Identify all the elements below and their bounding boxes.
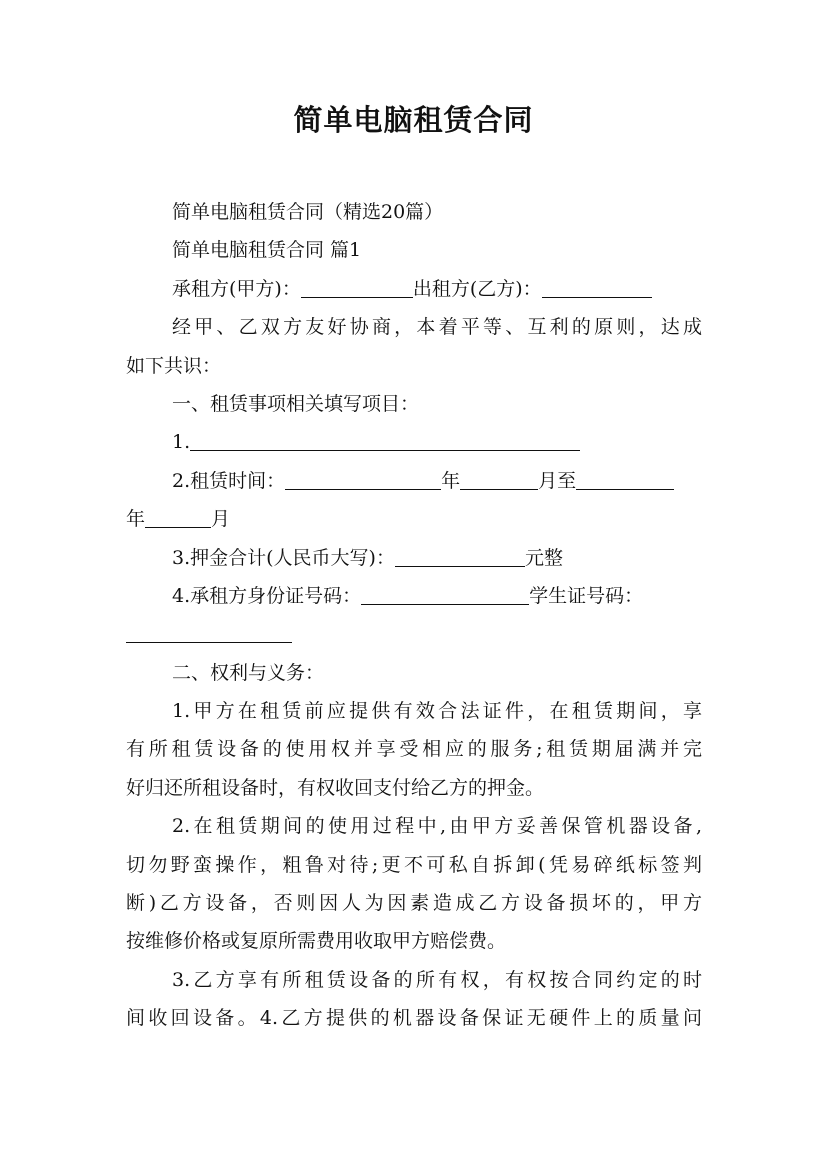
p1-line-2: 有所租赁设备的使用权并享受相应的服务;租赁期届满并完 xyxy=(126,738,702,761)
deposit-label: 3.押金合计(人民币大写)： xyxy=(172,546,395,569)
id-number-label: 4.承租方身份证号码： xyxy=(172,584,362,607)
field-1-blank[interactable] xyxy=(190,426,580,451)
field-3-line xyxy=(126,539,702,577)
student-id-label: 学生证号码： xyxy=(529,584,644,607)
deposit-suffix: 元整 xyxy=(524,546,563,569)
student-id-blank[interactable] xyxy=(126,618,292,643)
section-heading: 简单电脑租赁合同 篇1 xyxy=(172,239,362,262)
field-4-line-cont xyxy=(126,615,702,653)
rental-end-month-blank[interactable] xyxy=(145,503,211,528)
month-to-label: 月至 xyxy=(538,469,577,492)
field-1-line xyxy=(126,423,702,461)
lessee-label: 承租方(甲方)： xyxy=(172,277,301,300)
item-heading-1: 一、租赁事项相关填写项目： xyxy=(172,392,420,415)
field-2-line xyxy=(126,462,702,500)
p2-line-2: 切勿野蛮操作，粗鲁对待;更不可私自拆卸(凭易碎纸标签判 xyxy=(126,853,702,876)
p1-line-3: 好归还所租设备时，有权收回支付给乙方的押金。 xyxy=(126,776,545,799)
p3-line-1: 3.乙方享有所租赁设备的所有权，有权按合同约定的时 xyxy=(172,968,702,991)
intro-line-1: 经甲、乙双方友好协商，本着平等、互利的原则，达成 xyxy=(172,316,702,339)
document-body xyxy=(126,193,702,1038)
p2-line-4: 按维修价格或复原所需费用收取甲方赔偿费。 xyxy=(126,930,507,953)
p3-line-2: 间收回设备。4.乙方提供的机器设备保证无硬件上的质量问 xyxy=(126,1007,702,1030)
document-subtitle: 简单电脑租赁合同（精选20篇） xyxy=(172,201,444,223)
field-2-line-cont xyxy=(126,500,702,538)
year-label-2: 年 xyxy=(126,508,146,531)
deposit-blank[interactable] xyxy=(395,542,525,567)
parties-line xyxy=(126,270,702,308)
lessor-blank[interactable] xyxy=(542,273,652,298)
rental-time-label: 2.租赁时间： xyxy=(172,469,286,492)
document-title: 简单电脑租赁合同 xyxy=(293,103,534,137)
item-heading-2: 二、权利与义务： xyxy=(172,661,325,684)
p1-line-1: 1.甲方在租赁前应提供有效合法证件，在租赁期间，享 xyxy=(172,700,702,723)
lessor-label: 出租方(乙方)： xyxy=(412,277,542,300)
rental-start-year-blank[interactable] xyxy=(285,465,441,490)
intro-line-2: 如下共识： xyxy=(126,354,222,377)
rental-end-blank[interactable] xyxy=(576,465,674,490)
rental-start-month-blank[interactable] xyxy=(460,465,538,490)
month-label-2: 月 xyxy=(211,508,231,531)
p2-line-3: 断)乙方设备，否则因人为因素造成乙方设备损坏的，甲方 xyxy=(126,892,702,915)
p2-line-1: 2.在租赁期间的使用过程中,由甲方妥善保管机器设备, xyxy=(172,815,702,838)
field-4-line xyxy=(126,577,702,615)
id-number-blank[interactable] xyxy=(361,580,529,605)
field-1-label: 1. xyxy=(172,431,191,454)
lessee-blank[interactable] xyxy=(301,273,413,298)
year-label: 年 xyxy=(441,469,461,492)
